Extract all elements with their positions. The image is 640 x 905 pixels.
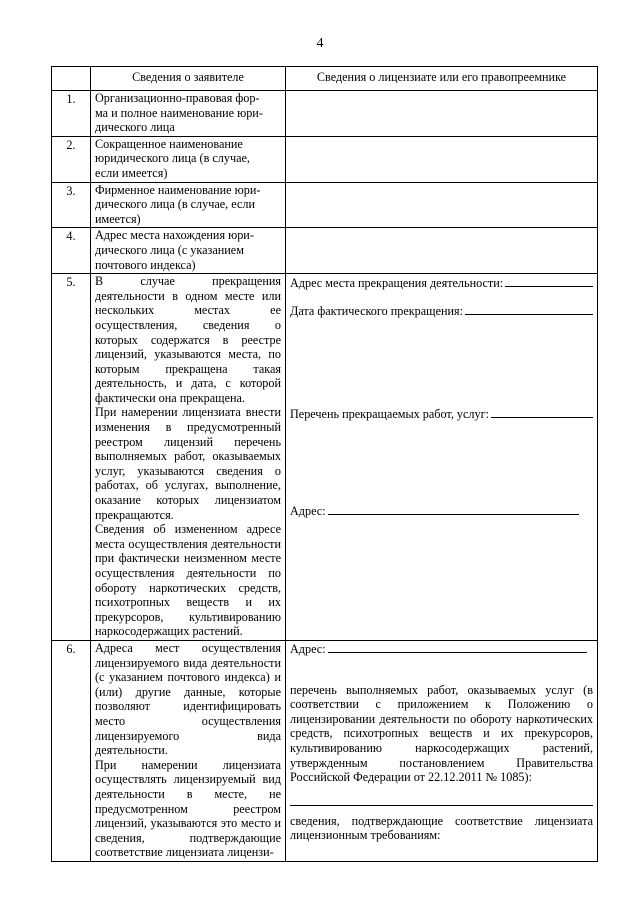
licensee-cell: [286, 274, 598, 641]
terminated-services-field[interactable]: Перечень прекращаемых работ, услуг:: [290, 406, 593, 422]
applicant-paragraph: При намерении лицензиата осуществлять лицензируемый вид деятельности в месте, не предусмотренном реестром лицензий, указываются это место и сведения, подтверждающие соответствие лицензиата лицензи-: [95, 757, 281, 860]
applicant-cell: Фирменное наименование юри- дического лица (в случае, если имеется): [91, 182, 286, 228]
header-applicant-cell: Сведения о заявителе: [91, 67, 286, 91]
row-number: 6.: [52, 640, 91, 861]
row-number: 4.: [52, 228, 91, 274]
licensee-cell: [286, 640, 598, 861]
row-number: 1.: [52, 91, 91, 137]
applicant-cell: Организационно-правовая фор- ма и полное наименование юри- дического лица: [91, 91, 286, 137]
header-number-cell: [52, 67, 91, 91]
table-row: [52, 91, 598, 137]
applicant-cell: [91, 640, 286, 861]
termination-date-field[interactable]: Дата фактического прекращения:: [290, 303, 593, 319]
license-info-table: [51, 66, 598, 862]
row-number: 3.: [52, 182, 91, 228]
services-list-line[interactable]: [290, 793, 593, 806]
row-number: 5.: [52, 274, 91, 641]
applicant-cell: Адрес места нахождения юри- дического лица (с указанием почтового индекса): [91, 228, 286, 274]
compliance-text: сведения, подтверждающие соответствие лицензиата лицензионным требованиям:: [290, 813, 593, 843]
licensee-input-cell[interactable]: [286, 182, 598, 228]
termination-address-field[interactable]: Адрес места прекращения деятельности:: [290, 275, 593, 291]
table-row: [52, 136, 598, 182]
table-row: [52, 274, 598, 641]
licensee-input-cell[interactable]: [286, 91, 598, 137]
applicant-paragraph: При намерении лицензиата внести изменения в предусмотренный реестром лицензий перечень выполняемых работ, оказываемых услуг, указываются сведения о работах, об услугах, выполнение, оказание которых лицензиатом прекращаются.: [95, 405, 281, 522]
applicant-paragraph: В случае прекращения деятельности в одном месте или нескольких местах ее осуществления, сведения о которых содержатся в реестре лицензий, указываются места, по которым прекращена такая деятельность, и дата, с которой фактически она прекращена.: [95, 274, 281, 405]
table-row: [52, 228, 598, 274]
new-address-field[interactable]: Адрес:: [290, 503, 593, 519]
table-row: [52, 640, 598, 861]
licensee-input-cell[interactable]: [286, 228, 598, 274]
licensee-input-cell[interactable]: [286, 136, 598, 182]
applicant-cell: [91, 274, 286, 641]
page-number: 4: [316, 36, 324, 51]
activity-address-field[interactable]: Адрес:: [290, 641, 593, 657]
services-list-text: перечень выполняемых работ, оказываемых услуг (в соответствии с приложением к Положению о лицензировании деятельности по обороту наркотических средств, психотропных веществ и их прекурсоров, культивированию наркосодержащих растений, утвержденным постановлением Правительства Российской Федерации от 22.12.2011 № 1085):: [290, 682, 593, 785]
table-row: [52, 182, 598, 228]
applicant-paragraph: Сведения об измененном адресе места осуществления деятельности при фактически неизменном месте осуществления деятельности по обороту наркотических средств, психотропных веществ и их прекурсоров, культивированию наркосодержащих растений.: [95, 522, 281, 639]
applicant-cell: Сокращенное наименование юридического лица (в случае, если имеется): [91, 136, 286, 182]
header-licensee-cell: Сведения о лицензиате или его правопреемнике: [286, 67, 598, 91]
row-number: 2.: [52, 136, 91, 182]
table-header-row: [52, 67, 598, 91]
applicant-paragraph: Адреса мест осуществления лицензируемого вида деятельности (с указанием почтового индекса) и (или) другие данные, которые позволяют идентифицировать место осуществления лицензируемого вида деятельности.: [95, 640, 281, 758]
